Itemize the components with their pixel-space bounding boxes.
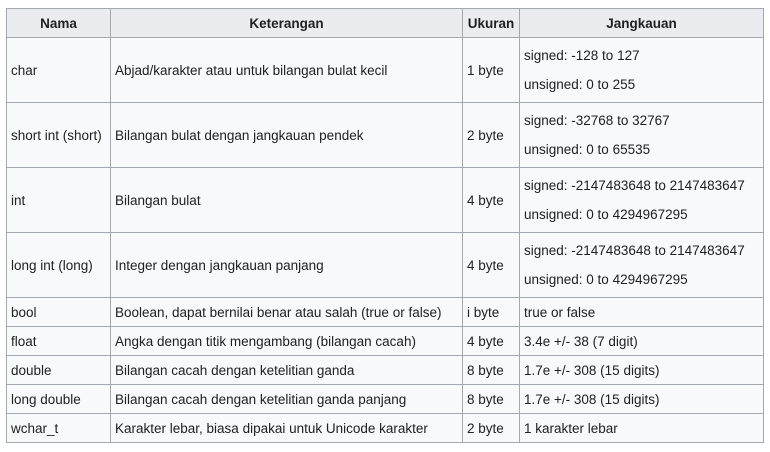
cell-keterangan: Bilangan cacah dengan ketelitian ganda panjang — [111, 385, 463, 414]
range-unsigned: unsigned: 0 to 4294967295 — [524, 272, 688, 287]
range-signed: signed: -32768 to 32767 — [524, 113, 670, 128]
table-body — [7, 38, 764, 443]
cell-nama: long int (long) — [7, 233, 111, 298]
cell-keterangan: Karakter lebar, biasa dipakai untuk Unicode karakter — [111, 414, 463, 443]
cell-keterangan: Integer dengan jangkauan panjang — [111, 233, 463, 298]
cell-ukuran: 2 byte — [463, 414, 520, 443]
cell-nama: char — [7, 38, 111, 103]
cell-keterangan: Bilangan bulat dengan jangkauan pendek — [111, 103, 463, 168]
cell-nama: double — [7, 356, 111, 385]
cell-ukuran: 8 byte — [463, 356, 520, 385]
cell-ukuran: 4 byte — [463, 233, 520, 298]
cell-keterangan: Bilangan cacah dengan ketelitian ganda — [111, 356, 463, 385]
cell-keterangan: Angka dengan titik mengambang (bilangan cacah) — [111, 327, 463, 356]
cell-ukuran: 2 byte — [463, 103, 520, 168]
cell-jangkauan: true or false — [520, 298, 764, 327]
table-row — [7, 233, 764, 298]
cell-nama: float — [7, 327, 111, 356]
cell-nama: wchar_t — [7, 414, 111, 443]
cell-ukuran: 4 byte — [463, 327, 520, 356]
table-row — [7, 356, 764, 385]
range-unsigned: unsigned: 0 to 255 — [524, 77, 636, 92]
header-jangkauan: Jangkauan — [520, 9, 764, 38]
range-signed: signed: -2147483648 to 2147483647 — [524, 243, 745, 258]
cell-nama: short int (short) — [7, 103, 111, 168]
cell-jangkauan: 1.7e +/- 308 (15 digits) — [520, 356, 764, 385]
header-keterangan: Keterangan — [111, 9, 463, 38]
cell-nama: int — [7, 168, 111, 233]
table-row — [7, 103, 764, 168]
table-row — [7, 168, 764, 233]
cell-jangkauan — [520, 168, 764, 233]
range-signed: signed: -2147483648 to 2147483647 — [524, 178, 745, 193]
cell-ukuran: 1 byte — [463, 38, 520, 103]
cell-keterangan: Boolean, dapat bernilai benar atau salah (true or false) — [111, 298, 463, 327]
data-types-table — [6, 8, 764, 443]
cell-jangkauan: 1 karakter lebar — [520, 414, 764, 443]
cell-jangkauan: 3.4e +/- 38 (7 digit) — [520, 327, 764, 356]
range-signed: signed: -128 to 127 — [524, 48, 640, 63]
table-row — [7, 298, 764, 327]
cell-nama: long double — [7, 385, 111, 414]
table-row — [7, 327, 764, 356]
cell-jangkauan: 1.7e +/- 308 (15 digits) — [520, 385, 764, 414]
cell-jangkauan — [520, 38, 764, 103]
table-row — [7, 385, 764, 414]
cell-ukuran: 8 byte — [463, 385, 520, 414]
cell-ukuran: i byte — [463, 298, 520, 327]
cell-keterangan: Abjad/karakter atau untuk bilangan bulat kecil — [111, 38, 463, 103]
table-row — [7, 414, 764, 443]
header-ukuran: Ukuran — [463, 9, 520, 38]
header-row — [7, 9, 764, 38]
cell-jangkauan — [520, 103, 764, 168]
cell-jangkauan — [520, 233, 764, 298]
range-unsigned: unsigned: 0 to 4294967295 — [524, 207, 688, 222]
cell-nama: bool — [7, 298, 111, 327]
range-unsigned: unsigned: 0 to 65535 — [524, 142, 651, 157]
table-header — [7, 9, 764, 38]
cell-ukuran: 4 byte — [463, 168, 520, 233]
table-row — [7, 38, 764, 103]
cell-keterangan: Bilangan bulat — [111, 168, 463, 233]
header-nama: Nama — [7, 9, 111, 38]
